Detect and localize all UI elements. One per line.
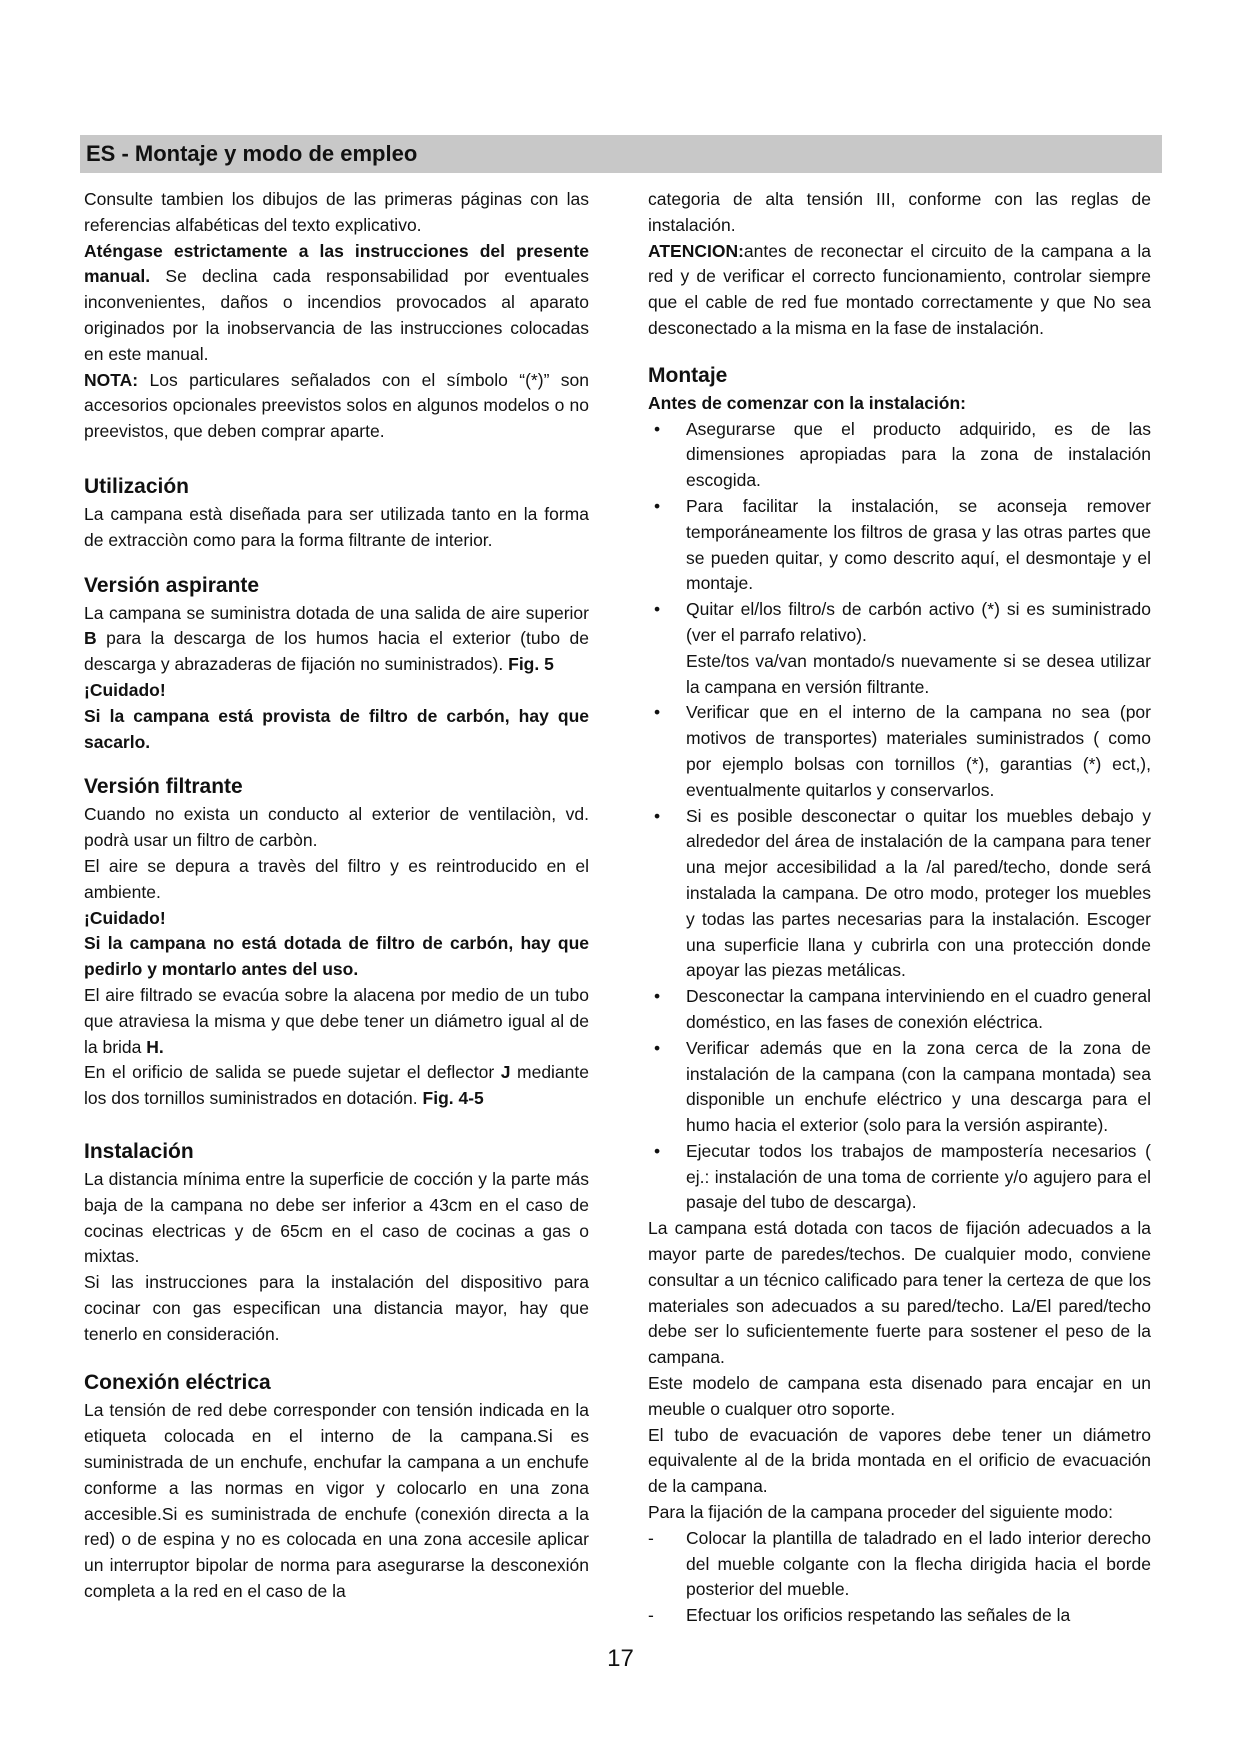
list-item-text: Quitar el/los filtro/s de carbón activo (*) si es suministrado (ver el parrafo relativo). — [686, 599, 1151, 645]
warning-text: Si la campana está provista de filtro de carbón, hay que sacarlo. — [84, 705, 589, 752]
list-item — [648, 700, 1151, 803]
list-item-note — [648, 649, 1151, 701]
left-column — [84, 187, 589, 1605]
aspirante-text-a: La campana se suministra dotada de una salida de aire superior — [84, 602, 589, 623]
exhaust-tube-paragraph: El tubo de evacuación de vapores debe tener un diámetro equivalente al de la brida montada en el orificio de evacuación de la campana. — [648, 1424, 1151, 1497]
dash-item — [648, 1603, 1151, 1629]
label-j: J — [500, 1062, 511, 1083]
warning-text: Si la campana no está dotada de filtro de carbón, hay que pedirlo y montarlo antes del uso. — [84, 933, 589, 980]
warning-title: ¡Cuidado! — [84, 679, 166, 700]
note-text: Los particulares señalados con el símbolo “(*)” son accesorios opcionales preevistos solos en algunos modelos o no preevistos, que deben comprar aparte. — [84, 369, 589, 442]
dash-mark: - — [648, 1605, 654, 1626]
list-item-text: Si es posible desconectar o quitar los muebles debajo y alrededor del área de instalación de la campana para tener una mejor accesibilidad a la /al pared/techo, donde será instalada la campana. De otro modo, proteger los muebles y todas las partes necesarias para la instalación. Escoger una superficie llana y cubrirla con una protección donde apoyar las piezas metálicas. — [686, 805, 1151, 981]
list-item — [648, 1036, 1151, 1139]
list-item — [648, 494, 1151, 597]
warning-title: ¡Cuidado! — [84, 907, 166, 928]
section-title: ES - Montaje y modo de empleo — [86, 141, 418, 166]
attention-text: antes de reconectar el circuito de la campana a la red y de verificar el correcto funcionamiento, controlar siempre que el cable de red fue montado correctamente y que No sea desconectado a la misma en la fase de instalación. — [648, 240, 1151, 338]
bullet-mark: • — [654, 495, 661, 516]
list-item-text: Para facilitar la instalación, se aconseja remover temporáneamente los filtros de grasa y las otras partes que se pueden quitar, y como descrito aquí, el desmontaje y el montaje. — [686, 495, 1151, 594]
dash-item-text: Efectuar los orificios respetando las señales de la — [686, 1605, 1071, 1626]
filtrante-p2: El aire se depura a travès del filtro y es reintroducido en el ambiente. — [84, 855, 589, 902]
intro-paragraph: Consulte tambien los dibujos de las primeras páginas con las referencias alfabéticas del texto explicativo. — [84, 189, 589, 235]
label-b: B — [84, 628, 97, 649]
filtrante-p4-text: En el orificio de salida se puede sujetar el deflector — [84, 1062, 501, 1083]
conexion-text: La tensión de red debe corresponder con tensión indicada en la etiqueta colocada en el interno de la campana.Si es suministrada de un enchufe, enchufar la campana a un enchufe conforme a las normas en vigor y colocarlo en una zona accesible.Si es suministrada de enchufe (conexión directa a la red) o de espina y no es colocada en una zona accesile aplicar un interruptor bipolar de norma para asegurarse la desconexión completa a la red en el caso de la — [84, 1400, 589, 1602]
figure-ref: Fig. 4-5 — [422, 1088, 484, 1109]
continued-text: categoria de alta tensión III, conforme con las reglas de instalación. — [648, 189, 1151, 235]
disclaimer-text: Se declina cada responsabilidad por eventuales inconvenientes, daños o incendios provocados al aparato originados por la inobservancia de las instrucciones colocadas en este manual. — [84, 266, 589, 364]
bullet-mark: • — [654, 1037, 661, 1058]
heading-conexion-electrica: Conexión eléctrica — [84, 1371, 271, 1395]
instalacion-p1: La distancia mínima entre la superficie de cocción y la parte más baja de la campana no debe ser inferior a 43cm en el caso de cocinas electricas y de 65cm en el caso de cocinas a gas o mixtas. — [84, 1168, 589, 1267]
aspirante-text-c: para la descarga de los humos hacia el exterior (tubo de descarga y abrazaderas de fijación no suministrados). — [84, 628, 589, 675]
dash-mark: - — [648, 1527, 654, 1548]
subheading-before-install: Antes de comenzar con la instalación: — [648, 392, 966, 413]
dash-item-text: Colocar la plantilla de taladrado en el lado interior derecho del mueble colgante con la flecha dirigida hacia el borde posterior del mueble. — [686, 1527, 1151, 1600]
utilizacion-text: La campana està diseñada para ser utilizada tanto en la forma de extracciòn como para la forma filtrante de interior. — [84, 503, 589, 550]
note-paragraph — [84, 368, 589, 445]
list-item-note-text: Este/tos va/van montado/s nuevamente si se desea utilizar la campana en versión filtrante. — [686, 650, 1151, 697]
filtrante-p3-text: El aire filtrado se evacúa sobre la alacena por medio de un tubo que atraviesa la misma y que debe tener un diámetro igual al de la brida — [84, 984, 589, 1057]
aspirante-text — [84, 601, 589, 678]
filtrante-p4-text-c: mediante los dos tornillos suministrados en dotación. — [84, 1062, 589, 1109]
bullet-mark: • — [654, 1140, 661, 1161]
list-item-text: Verificar además que en la zona cerca de la zona de instalación de la campana (con la campana montada) sea disponible un enchufe eléctrico y una descarga para el humo hacia el exterior (solo para la versión aspirante). — [686, 1037, 1151, 1136]
list-item-text: Ejecutar todos los trabajos de mampostería necesarios ( ej.: instalación de una toma de corriente y/o agujero para el pasaje del tubo de descarga). — [686, 1140, 1151, 1213]
anchors-paragraph: La campana está dotada con tacos de fijación adecuados a la mayor parte de paredes/techos. De cualquier modo, conviene consultar a un técnico calificado para tener la certeza de que los materiales son adecuados a su pared/techo. La/El pared/techo debe ser lo suficientemente fuerte para sostener el peso de la campana. — [648, 1218, 1151, 1368]
bullet-mark: • — [654, 418, 661, 439]
heading-instalacion: Instalación — [84, 1139, 194, 1163]
list-item — [648, 984, 1151, 1036]
section-header — [80, 135, 1162, 173]
disclaimer-paragraph — [84, 239, 589, 368]
heading-version-filtrante: Versión filtrante — [84, 775, 243, 799]
bullet-mark: • — [654, 805, 661, 826]
figure-ref: Fig. 5 — [508, 654, 554, 675]
filtrante-p4 — [84, 1060, 589, 1112]
filtrante-p1: Cuando no exista un conducto al exterior de ventilaciòn, vd. podrà usar un filtro de carbòn. — [84, 804, 589, 851]
disclaimer-bold: Aténgase estrictamente a las instrucciones del presente manual. — [84, 240, 589, 287]
list-item-text: Verificar que en el interno de la campana no sea (por motivos de transportes) materiales suministrados ( como por ejemplo bolsas con tornillos (*), garantias (*) ect,), eventualmente quitarlos y conservarlos. — [686, 702, 1151, 800]
attention-paragraph — [648, 239, 1151, 342]
heading-version-aspirante: Versión aspirante — [84, 573, 260, 597]
attention-label: ATENCION: — [648, 240, 744, 261]
label-h: H. — [146, 1036, 164, 1057]
dash-item — [648, 1526, 1151, 1603]
list-item — [648, 804, 1151, 985]
bullet-mark: • — [654, 986, 661, 1007]
bullet-mark: • — [654, 599, 661, 620]
list-item — [648, 417, 1151, 494]
model-paragraph: Este modelo de campana esta disenado para encajar en un meuble o cualquer otro soporte. — [648, 1373, 1151, 1419]
heading-montaje: Montaje — [648, 363, 728, 387]
list-item — [648, 1139, 1151, 1216]
heading-utilizacion: Utilización — [84, 474, 190, 498]
fixing-paragraph: Para la fijación de la campana proceder del siguiente modo: — [648, 1502, 1114, 1523]
list-item-text: Asegurarse que el producto adquirido, es de las dimensiones apropiadas para la zona de instalación escogida. — [686, 418, 1151, 491]
right-column — [648, 187, 1151, 1629]
note-label: NOTA: — [84, 369, 139, 390]
filtrante-p3 — [84, 983, 589, 1060]
list-item — [648, 597, 1151, 649]
list-item-text: Desconectar la campana interviniendo en el cuadro general doméstico, en las fases de conexión eléctrica. — [686, 986, 1151, 1032]
instalacion-p2: Si las instrucciones para la instalación del dispositivo para cocinar con gas especifican una distancia mayor, hay que tenerlo en consideración. — [84, 1272, 589, 1344]
page-number: 17 — [607, 1645, 634, 1672]
bullet-mark: • — [654, 702, 661, 723]
